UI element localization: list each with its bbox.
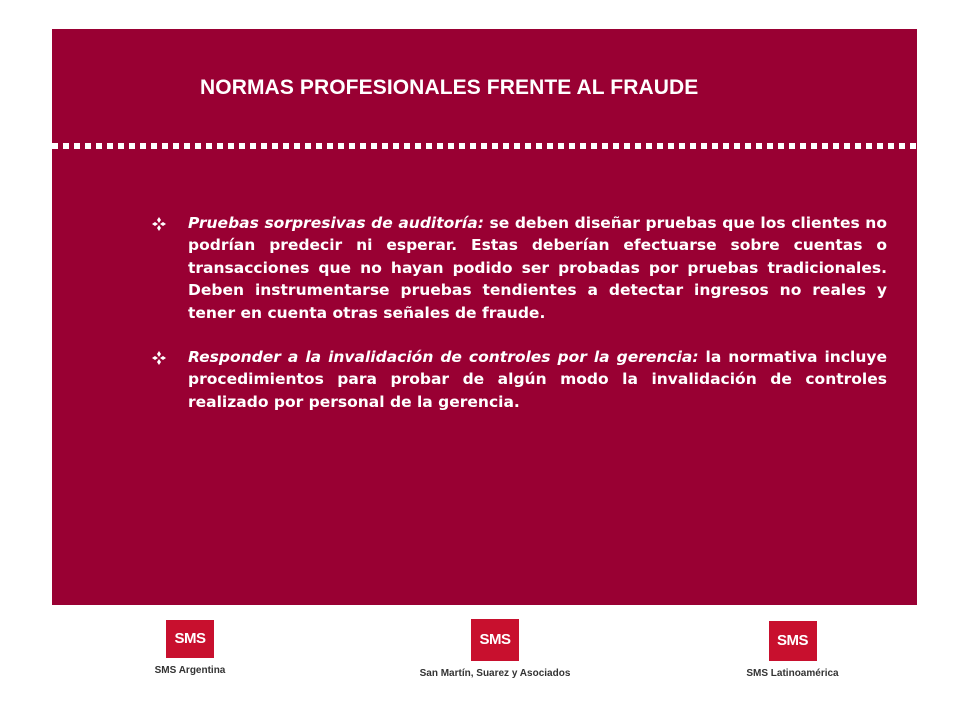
bullet-text: se deben diseñar pruebas que los clientes no podrían predecir ni esperar. Estas deberían efectuarse sobre cuentas o transacciones que no hayan podido ser probadas por pruebas tradicionales. Deben instrumentarse pruebas tendientes a detectar ingresos no reales y tener en cuenta otras señales de fraude. <box>188 214 887 322</box>
logo-sms-argentina <box>120 620 260 676</box>
dotted-divider <box>52 143 917 149</box>
diamond-bullet-icon <box>152 217 166 231</box>
bullet-list <box>152 212 887 435</box>
bullet-item-surprise-tests <box>152 212 887 324</box>
bullet-lead: Responder a la invalidación de controles por la gerencia: <box>188 348 699 367</box>
bullet-lead: Pruebas sorpresivas de auditoría: <box>188 214 484 232</box>
logo-caption: San Martín, Suarez y Asociados <box>419 668 571 679</box>
logo-san-martin-suarez <box>400 619 590 679</box>
diamond-bullet-icon <box>152 351 166 365</box>
slide-title: NORMAS PROFESIONALES FRENTE AL FRAUDE <box>200 76 699 99</box>
sms-logo-mark: SMS <box>166 620 214 658</box>
sms-logo-mark: SMS <box>471 619 519 661</box>
sms-logo-mark: SMS <box>769 621 817 661</box>
logo-caption: SMS Latinoamérica <box>746 668 839 679</box>
bullet-text: la normativa incluye procedimientos para probar de algún modo la invalidación de controles realizado por personal de la gerencia. <box>188 348 887 411</box>
bullet-item-control-override <box>152 346 887 413</box>
title-panel <box>52 29 917 605</box>
logo-sms-latinoamerica <box>720 621 865 679</box>
logo-caption: SMS Argentina <box>154 665 226 676</box>
